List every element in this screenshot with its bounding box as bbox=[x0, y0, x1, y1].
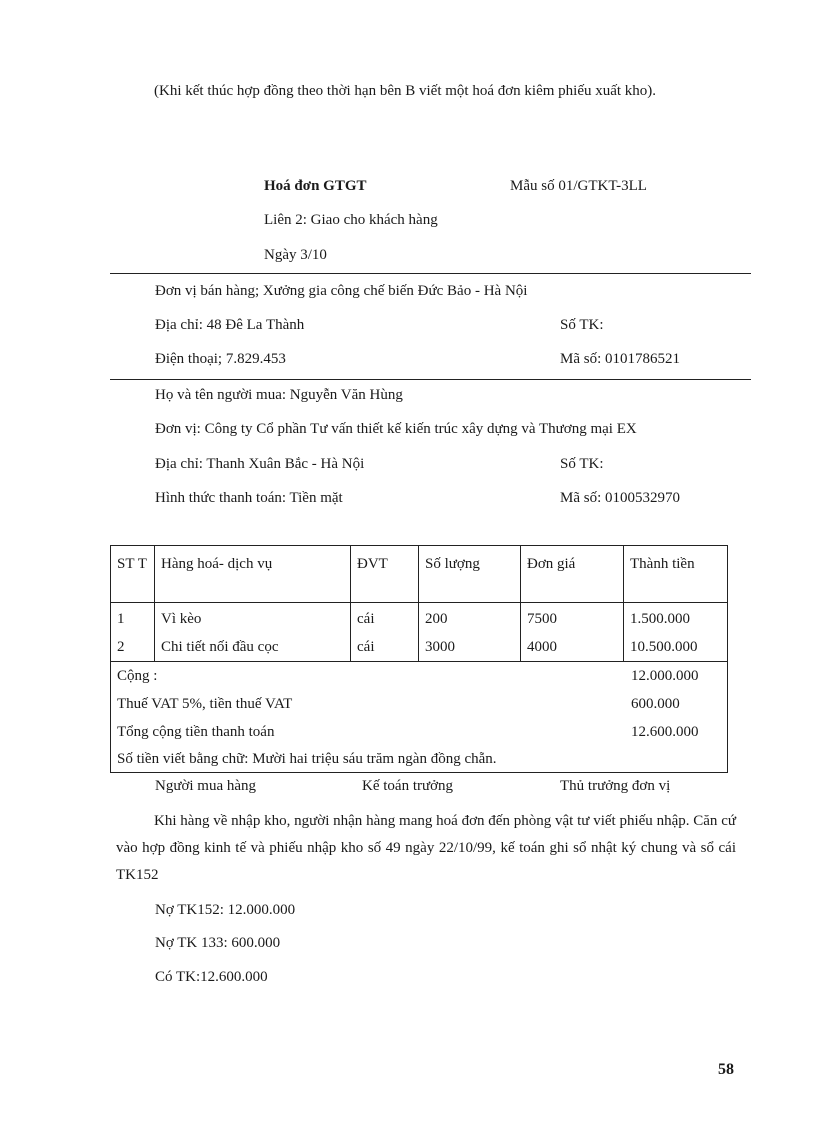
invoice-copy: Liên 2: Giao cho khách hàng bbox=[264, 212, 438, 228]
seller-name: Đơn vị bán hàng; Xưởng gia công chế biến Đức Bảo - Hà Nội bbox=[155, 283, 528, 299]
buyer-name: Họ và tên người mua: Nguyễn Văn Hùng bbox=[155, 387, 403, 403]
body-paragraph: Khi hàng về nhập kho, người nhận hàng mang hoá đơn đến phòng vật tư viết phiếu nhập. Căn cứ vào hợp đồng kinh tế và phiếu nhập kho số 49 ngày 22/10/99, kế toán ghi sổ nhật ký chung và sổ cái TK152 bbox=[116, 813, 736, 883]
buyer-address: Địa chỉ: Thanh Xuân Bắc - Hà Nội bbox=[155, 456, 365, 472]
buyer-tax-code: Mã số: 0100532970 bbox=[560, 490, 680, 506]
intro-paragraph: (Khi kết thúc hợp đồng theo thời hạn bên B viết một hoá đơn kiêm phiếu xuất kho). bbox=[154, 83, 657, 99]
table-cell: Chi tiết nối đầu cọc bbox=[161, 639, 279, 655]
seller-phone: Điện thoại; 7.829.453 bbox=[155, 351, 286, 367]
entry-debit-152: Nợ TK152: 12.000.000 bbox=[155, 902, 296, 918]
signature-unit-head: Thủ trưởng đơn vị bbox=[560, 778, 671, 794]
column-header: Số lượng bbox=[419, 546, 521, 603]
table-cell: 200 bbox=[425, 611, 448, 627]
entry-debit-133: Nợ TK 133: 600.000 bbox=[155, 935, 281, 951]
table-cell: 7500 bbox=[527, 611, 557, 627]
signature-chief-accountant: Kế toán trưởng bbox=[362, 778, 454, 794]
subtotal-label: Cộng : bbox=[117, 668, 158, 684]
vat-row bbox=[117, 690, 721, 718]
total-label: Tổng cộng tiền thanh toán bbox=[117, 724, 275, 740]
total-amount: 12.600.000 bbox=[631, 724, 699, 740]
table-cell: cái bbox=[357, 611, 375, 627]
seller-account: Số TK: bbox=[560, 317, 604, 333]
column-header: Thành tiền bbox=[624, 546, 728, 603]
vat-amount: 600.000 bbox=[631, 696, 680, 712]
table-header-row bbox=[111, 546, 728, 603]
column-header: Đơn giá bbox=[521, 546, 624, 603]
seller-address: Địa chỉ: 48 Đê La Thành bbox=[155, 317, 305, 333]
subtotal-amount: 12.000.000 bbox=[631, 668, 699, 684]
column-header: ST T bbox=[111, 546, 155, 603]
page-number: 58 bbox=[718, 1061, 734, 1078]
table-cell: cái bbox=[357, 639, 375, 655]
table-cell: 10.500.000 bbox=[630, 639, 698, 655]
column-header: Hàng hoá- dịch vụ bbox=[155, 546, 351, 603]
table-cell: 1.500.000 bbox=[630, 611, 690, 627]
table-cell: 1 bbox=[117, 611, 125, 627]
table-summary-row bbox=[111, 662, 728, 773]
buyer-payment-method: Hình thức thanh toán: Tiền mặt bbox=[155, 490, 343, 506]
divider-middle bbox=[110, 379, 751, 380]
seller-tax-code: Mã số: 0101786521 bbox=[560, 351, 680, 367]
total-row bbox=[117, 718, 721, 746]
table-cell: 3000 bbox=[425, 639, 455, 655]
entry-credit: Có TK:12.600.000 bbox=[155, 969, 268, 985]
subtotal-row bbox=[117, 662, 721, 690]
amount-in-words: Số tiền viết bằng chữ: Mười hai triệu sáu trăm ngàn đồng chẵn. bbox=[117, 751, 497, 767]
invoice-date: Ngày 3/10 bbox=[264, 247, 327, 263]
column-header: ĐVT bbox=[351, 546, 419, 603]
divider-top bbox=[110, 273, 751, 274]
invoice-table bbox=[110, 545, 728, 773]
table-items-row bbox=[111, 603, 728, 662]
invoice-form-number: Mẫu số 01/GTKT-3LL bbox=[510, 178, 647, 194]
invoice-title: Hoá đơn GTGT bbox=[264, 178, 367, 194]
vat-label: Thuế VAT 5%, tiền thuế VAT bbox=[117, 696, 293, 712]
buyer-account: Số TK: bbox=[560, 456, 604, 472]
buyer-unit: Đơn vị: Công ty Cổ phần Tư vấn thiết kế kiến trúc xây dựng và Thương mại EX bbox=[155, 421, 637, 437]
table-cell: Vì kèo bbox=[161, 611, 202, 627]
signature-buyer: Người mua hàng bbox=[155, 778, 257, 794]
table-cell: 2 bbox=[117, 639, 125, 655]
table-cell: 4000 bbox=[527, 639, 557, 655]
